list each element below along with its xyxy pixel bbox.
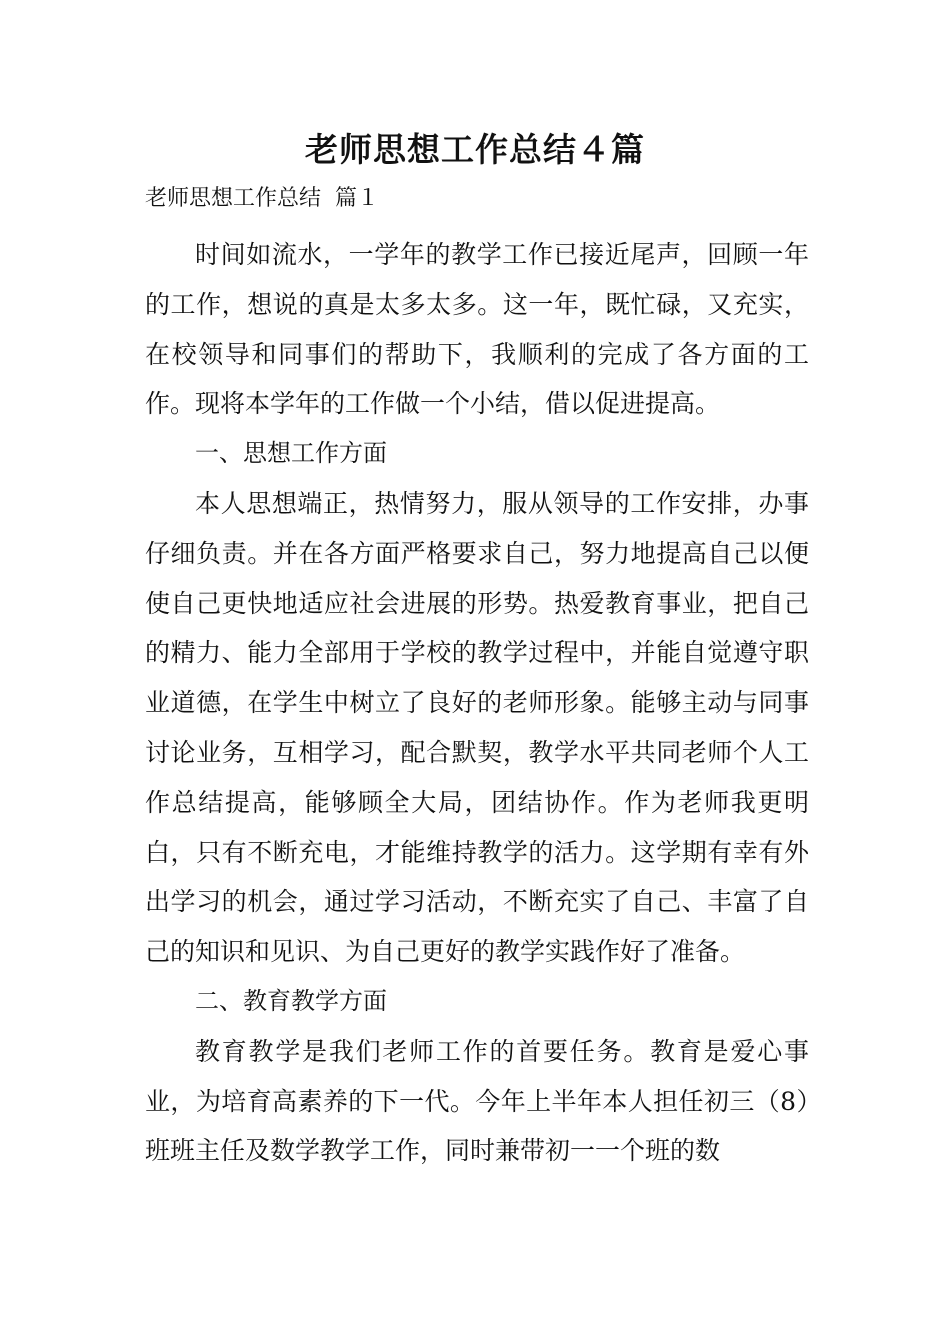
paragraph-intro: 时间如流水，一学年的教学工作已接近尾声，回顾一年的工作，想说的真是太多太多。这一年，既忙碌，又充实，在校领导和同事们的帮助下，我顺利的完成了各方面的工作。现将本学年的工作做一个小结，借以促进提高。 [145,240,809,419]
document-subtitle: 老师思想工作总结 篇１ [145,186,379,211]
paragraph-thought-work: 本人思想端正，热情努力，服从领导的工作安排，办事仔细负责。并在各方面严格要求自己，努力地提高自己以便使自己更快地适应社会进展的形势。热爱教育事业，把自己的精力、能力全部用于学校的教学过程中，并能自觉遵守职业道德，在学生中树立了良好的老师形象。能够主动与同事讨论业务，互相学习，配合默契，教学水平共同老师个人工作总结提高，能够顾全大局，团结协作。作为老师我更明白，只有不断充电，才能维持教学的活力。这学期有幸有外出学习的机会，通过学习活动，不断充实了自己、丰富了自己的知识和见识、为自己更好的教学实践作好了准备。 [145,488,809,967]
section-heading-teaching: 二、教育教学方面 [195,986,387,1015]
document-body [145,230,809,1176]
section-heading-thought-work: 一、思想工作方面 [195,439,387,468]
document-title: 老师思想工作总结４篇 [305,130,645,169]
paragraph-teaching: 教育教学是我们老师工作的首要任务。教育是爱心事业，为培育高素养的下一代。今年上半年本人担任初三（8）班班主任及数学教学工作，同时兼带初一一个班的数 [145,1036,809,1166]
